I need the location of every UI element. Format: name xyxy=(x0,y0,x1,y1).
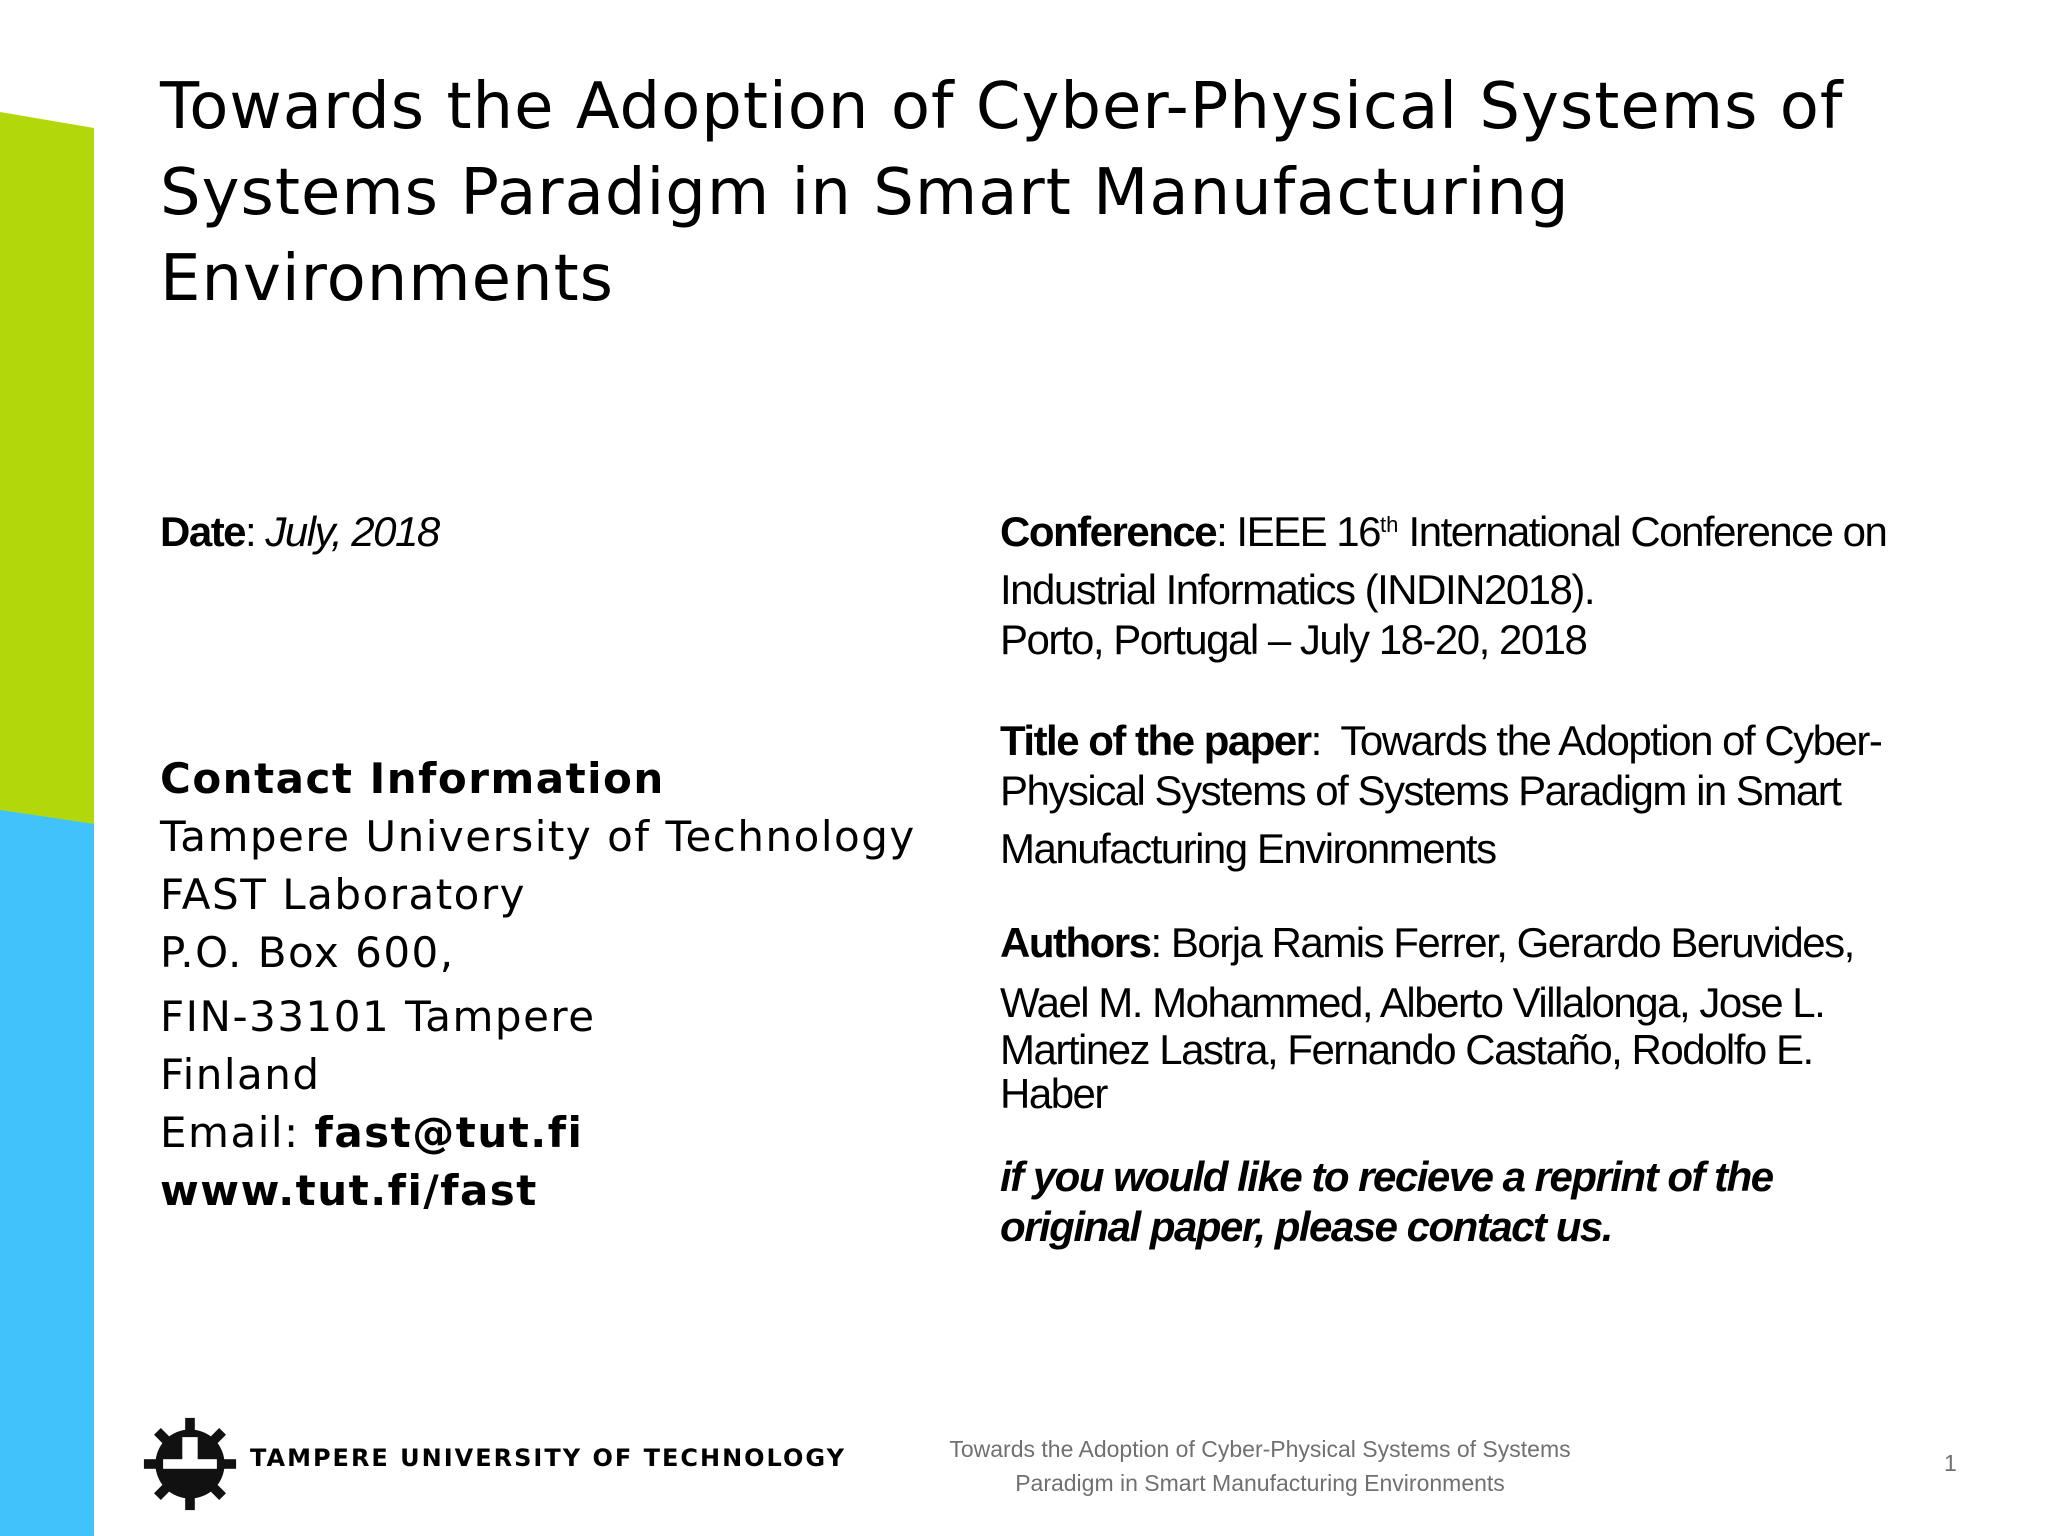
footer-title-line: Towards the Adoption of Cyber-Physical Systems of Systems xyxy=(949,1436,1571,1462)
contact-heading: Contact Information xyxy=(160,754,665,803)
authors-line: Haber xyxy=(1000,1070,1107,1117)
contact-line: FAST Laboratory xyxy=(160,870,526,919)
ordinal-superscript: th xyxy=(1380,512,1399,537)
contact-line: Finland xyxy=(160,1050,321,1099)
paper-title-block xyxy=(1000,716,2030,874)
page-number: 1 xyxy=(1944,1450,1957,1476)
contact-line: Tampere University of Technology xyxy=(160,812,916,861)
slide-title: Towards the Adoption of Cyber-Physical Systems of Systems Paradigm in Smart Manufacturing Environments xyxy=(160,70,1844,316)
email-link[interactable]: fast@tut.fi xyxy=(314,1108,584,1157)
paper-title-line-1: Title of the paper: Towards the Adoption of Cyber- xyxy=(1000,717,1882,764)
green-side-bar xyxy=(0,112,94,824)
blue-side-bar xyxy=(0,810,94,1536)
reprint-line: if you would like to recieve a reprint of the xyxy=(1000,1153,1773,1200)
authors-line-1: Authors: Borja Ramis Ferrer, Gerardo Beruvides, xyxy=(1000,919,1854,966)
date-label: Date xyxy=(160,508,246,555)
contact-line: FIN-33101 Tampere xyxy=(160,992,596,1041)
paper-title-line: Manufacturing Environments xyxy=(1000,825,1496,872)
tut-gear-logo-icon xyxy=(142,1416,238,1512)
authors-text: Borja Ramis Ferrer, Gerardo Beruvides, xyxy=(1170,919,1854,966)
conference-line-2: Industrial Informatics (INDIN2018). xyxy=(1000,566,1595,613)
authors-line: Martinez Lastra, Fernando Castaño, Rodolfo E. xyxy=(1000,1026,1813,1073)
paper-title-label: Title of the paper xyxy=(1000,717,1311,764)
conference-block xyxy=(1000,504,2030,663)
paper-title-line: Physical Systems of Systems Paradigm in Smart xyxy=(1000,767,1841,814)
reprint-line: original paper, please contact us. xyxy=(1000,1203,1612,1250)
authors-line: Wael M. Mohammed, Alberto Villalonga, Jose L. xyxy=(1000,979,1825,1026)
conference-line-3: Porto, Portugal – July 18-20, 2018 xyxy=(1000,616,1587,663)
footer-title-line: Paradigm in Smart Manufacturing Environments xyxy=(1015,1470,1505,1496)
conference-name-start: IEEE 16 xyxy=(1236,508,1381,555)
date-line: Date: July, 2018 xyxy=(160,508,439,555)
authors-block xyxy=(1000,918,2030,1116)
authors-label: Authors xyxy=(1000,919,1151,966)
conference-name-end: International Conference on xyxy=(1398,508,1887,555)
website-link[interactable]: www.tut.fi/fast xyxy=(160,1166,538,1215)
paper-title-text: Towards the Adoption of Cyber- xyxy=(1340,717,1882,764)
university-name: TAMPERE UNIVERSITY OF TECHNOLOGY xyxy=(250,1444,846,1472)
email-label: Email: xyxy=(160,1108,300,1157)
footer-title xyxy=(780,1432,1740,1500)
date-value: July, 2018 xyxy=(265,508,439,555)
conference-label: Conference xyxy=(1000,508,1217,555)
contact-line: P.O. Box 600, xyxy=(160,928,455,977)
contact-information xyxy=(160,750,916,1220)
reprint-note xyxy=(1000,1152,2020,1252)
conference-line-1: Conference: IEEE 16th International Conference on xyxy=(1000,508,1887,555)
email-line xyxy=(160,1104,916,1162)
